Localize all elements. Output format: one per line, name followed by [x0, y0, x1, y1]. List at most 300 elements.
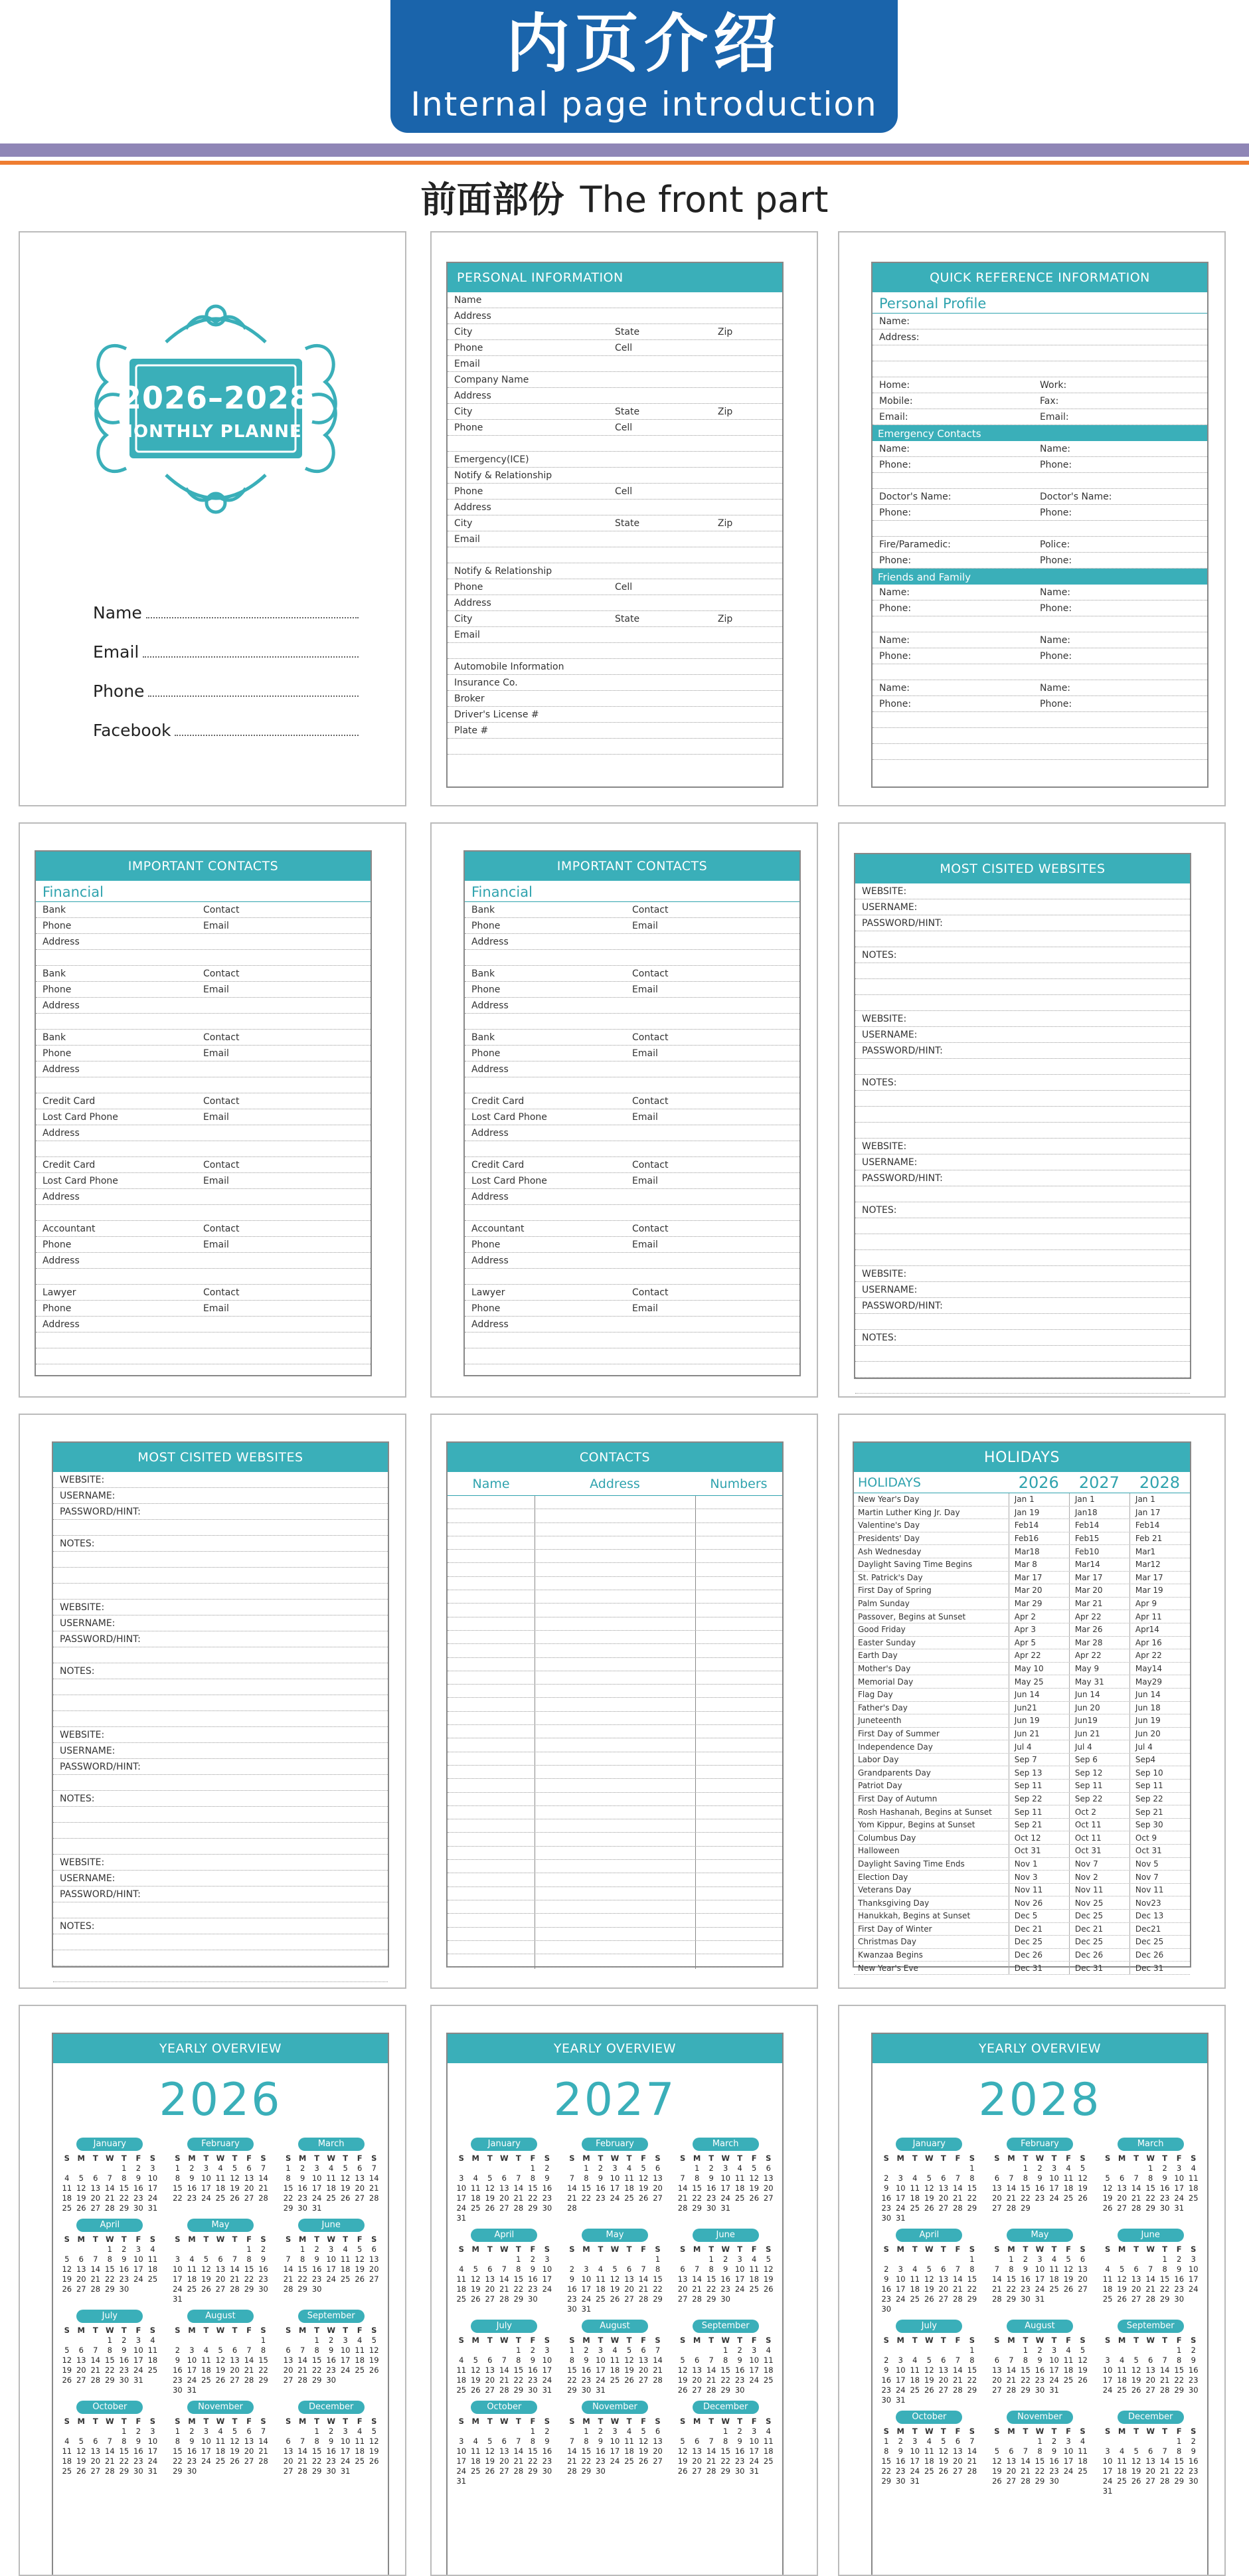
day-number: 3: [598, 2346, 604, 2355]
website-field-row[interactable]: [53, 1871, 388, 1886]
form-row[interactable]: [873, 473, 1207, 489]
form-row[interactable]: [36, 1093, 371, 1109]
form-row[interactable]: [465, 1189, 799, 1205]
form-row[interactable]: [465, 918, 799, 934]
holiday-date: Sep 10: [1129, 1766, 1190, 1779]
day-number: 1: [107, 2245, 112, 2254]
website-field-row[interactable]: [855, 1027, 1190, 1043]
form-row[interactable]: [36, 1077, 371, 1093]
form-row[interactable]: [873, 616, 1207, 632]
day-number: 29: [1145, 2203, 1155, 2213]
form-row[interactable]: [465, 1061, 799, 1077]
day-number: 23: [596, 2193, 606, 2203]
contact-line[interactable]: [448, 1523, 782, 1536]
form-row[interactable]: [448, 420, 782, 436]
month-block: [281, 2138, 381, 2213]
form-row[interactable]: [36, 1317, 371, 1333]
day-number: 11: [1063, 2355, 1074, 2365]
form-row[interactable]: [465, 1317, 799, 1333]
day-number: 9: [1051, 2446, 1057, 2456]
day-number: 10: [749, 2355, 760, 2365]
form-field-label: Contact: [203, 1223, 240, 1234]
day-number: 12: [340, 2173, 351, 2183]
form-row[interactable]: [36, 1301, 371, 1317]
form-row[interactable]: [465, 998, 799, 1014]
form-row[interactable]: [448, 643, 782, 659]
form-row[interactable]: [36, 934, 371, 950]
form-row[interactable]: [873, 441, 1207, 457]
weekday-label: S: [569, 2245, 575, 2254]
form-row[interactable]: [448, 707, 782, 723]
form-row[interactable]: [873, 393, 1207, 409]
form-row[interactable]: [36, 1285, 371, 1301]
contact-line[interactable]: [448, 1617, 782, 1631]
form-row[interactable]: [465, 1348, 799, 1364]
day-number: 12: [677, 2446, 688, 2456]
website-field-row[interactable]: [53, 1743, 388, 1759]
form-row[interactable]: [465, 1285, 799, 1301]
contact-line[interactable]: [448, 1914, 782, 1927]
notes-row[interactable]: [53, 1918, 388, 1934]
month-days: [60, 2417, 160, 2476]
day-number: 8: [246, 2254, 252, 2264]
notes-row[interactable]: [855, 1202, 1190, 1218]
form-row[interactable]: [36, 1205, 371, 1221]
day-number: 13: [953, 2446, 963, 2456]
day-number: 17: [749, 2446, 760, 2456]
day-number: 29: [1006, 2294, 1017, 2304]
weekday-label: T: [343, 2154, 349, 2163]
day-number: 10: [910, 2446, 920, 2456]
form-row[interactable]: [36, 1237, 371, 1253]
empty-day: [88, 2427, 103, 2437]
form-row[interactable]: [448, 691, 782, 707]
notes-row[interactable]: [855, 947, 1190, 963]
form-row[interactable]: [465, 1014, 799, 1030]
day-number: 31: [1049, 2385, 1059, 2395]
day-number: 25: [624, 2193, 634, 2203]
contact-line[interactable]: [448, 1604, 782, 1617]
website-field-row[interactable]: [855, 1139, 1190, 1154]
blank-line: [53, 1823, 388, 1839]
day-number: 27: [1078, 2284, 1088, 2294]
website-field-label: USERNAME:: [60, 1873, 116, 1884]
contact-line[interactable]: [448, 1860, 782, 1873]
form-row[interactable]: [873, 377, 1207, 393]
day-number: 3: [175, 2254, 181, 2264]
contact-line[interactable]: [448, 1496, 782, 1509]
form-row[interactable]: [465, 1269, 799, 1285]
day-number: 21: [677, 2193, 688, 2203]
weekday-label: M: [298, 2417, 307, 2426]
day-number: 3: [612, 2427, 618, 2436]
contact-line[interactable]: [448, 1550, 782, 1563]
weekday-label: T: [626, 2245, 632, 2254]
form-row[interactable]: [36, 1109, 371, 1125]
contact-line[interactable]: [448, 1766, 782, 1779]
month-block: [990, 2411, 1090, 2496]
cover-facebook-field[interactable]: [93, 721, 359, 740]
day-number: 30: [311, 2284, 322, 2294]
form-row[interactable]: [36, 966, 371, 982]
form-row[interactable]: [36, 1030, 371, 1046]
day-number: 3: [544, 2346, 550, 2355]
contact-line[interactable]: [448, 1658, 782, 1671]
day-number: 4: [926, 2437, 932, 2446]
form-row[interactable]: [36, 1046, 371, 1061]
form-row[interactable]: [873, 600, 1207, 616]
weekday-label: F: [1176, 2154, 1182, 2163]
day-number: 7: [107, 2437, 112, 2446]
form-row[interactable]: [36, 1253, 371, 1269]
contact-line[interactable]: [448, 1833, 782, 1846]
form-row[interactable]: [873, 585, 1207, 600]
weekday-label: F: [641, 2154, 646, 2163]
form-row[interactable]: [448, 723, 782, 739]
day-number: 19: [749, 2183, 760, 2193]
form-row[interactable]: [873, 345, 1207, 361]
website-field-row[interactable]: [53, 1615, 388, 1631]
website-field-row[interactable]: [53, 1472, 388, 1488]
day-number: 2: [722, 2254, 728, 2264]
empty-day: [894, 2163, 908, 2173]
form-row[interactable]: [873, 409, 1207, 425]
weekday-label: W: [327, 2326, 335, 2335]
day-number: 26: [230, 2456, 240, 2466]
form-row[interactable]: [873, 648, 1207, 664]
website-field-row[interactable]: [855, 1043, 1190, 1059]
form-field-label: Phone:: [1040, 698, 1072, 709]
cover-email-field[interactable]: [93, 642, 359, 662]
form-row[interactable]: [36, 1348, 371, 1364]
day-number: 20: [953, 2456, 963, 2466]
form-row[interactable]: [465, 1253, 799, 1269]
contact-line[interactable]: [448, 1671, 782, 1685]
form-field-label: Phone:: [1040, 555, 1072, 566]
website-field-row[interactable]: [53, 1886, 388, 1902]
form-row[interactable]: [465, 1157, 799, 1173]
contact-line[interactable]: [448, 1941, 782, 1954]
form-field-label: Fire/Paramedic:: [879, 539, 951, 550]
notes-row[interactable]: [855, 1330, 1190, 1346]
form-row[interactable]: [448, 579, 782, 595]
day-number: 16: [311, 2264, 322, 2274]
day-number: 27: [1145, 2385, 1155, 2395]
form-row[interactable]: [448, 292, 782, 308]
form-row[interactable]: [465, 1109, 799, 1125]
form-row[interactable]: [448, 436, 782, 452]
form-row[interactable]: [36, 1221, 371, 1237]
empty-day: [511, 2163, 526, 2173]
form-row[interactable]: [873, 505, 1207, 521]
form-row[interactable]: [448, 611, 782, 627]
website-field-row[interactable]: [53, 1855, 388, 1871]
form-row[interactable]: [465, 1301, 799, 1317]
contact-line[interactable]: [448, 1847, 782, 1860]
contact-line[interactable]: [448, 1712, 782, 1725]
notes-row[interactable]: [53, 1791, 388, 1807]
form-row[interactable]: [873, 728, 1207, 744]
website-field-row[interactable]: [53, 1727, 388, 1743]
day-number: 17: [133, 2264, 143, 2274]
day-number: 7: [680, 2173, 685, 2183]
website-field-row[interactable]: [53, 1759, 388, 1775]
day-number: 14: [283, 2264, 293, 2274]
cover-name-field[interactable]: [93, 603, 359, 622]
weekday-label: T: [1162, 2427, 1168, 2436]
day-number: 26: [369, 2456, 379, 2466]
contact-line[interactable]: [448, 1873, 782, 1886]
contact-line[interactable]: [448, 1563, 782, 1576]
day-number: 14: [105, 2446, 115, 2456]
yearly-overview-title: YEARLY OVERVIEW: [53, 2034, 388, 2063]
contact-line[interactable]: [448, 1577, 782, 1590]
form-row[interactable]: [873, 537, 1207, 553]
holiday-row: [854, 1532, 1190, 1546]
day-number: 18: [596, 2284, 606, 2294]
website-field-row[interactable]: [855, 1011, 1190, 1027]
form-row[interactable]: [448, 563, 782, 579]
form-row[interactable]: [448, 404, 782, 420]
form-row[interactable]: [873, 696, 1207, 712]
contact-line[interactable]: [448, 1590, 782, 1604]
contact-line[interactable]: [448, 1793, 782, 1806]
day-number: 16: [1049, 2456, 1059, 2466]
day-number: 20: [1078, 2274, 1088, 2284]
divider-purple: [0, 143, 1249, 157]
form-row[interactable]: [36, 982, 371, 998]
form-field-label: Name:: [1040, 634, 1071, 646]
day-number: 29: [513, 2294, 524, 2304]
form-row[interactable]: [873, 744, 1207, 760]
weekday-label: S: [149, 2417, 156, 2426]
day-number: 13: [938, 2365, 949, 2375]
form-row[interactable]: [36, 1014, 371, 1030]
form-row[interactable]: [465, 1077, 799, 1093]
website-field-row[interactable]: [53, 1504, 388, 1520]
form-row[interactable]: [873, 314, 1207, 329]
day-number: 25: [596, 2294, 606, 2304]
day-number: 10: [1035, 2264, 1045, 2274]
form-row[interactable]: [465, 966, 799, 982]
day-number: 9: [189, 2173, 195, 2183]
form-row[interactable]: [465, 1093, 799, 1109]
website-field-row[interactable]: [855, 899, 1190, 915]
day-number: 7: [93, 2254, 98, 2264]
form-field-label: Contact: [203, 904, 240, 915]
day-number: 13: [283, 2446, 293, 2456]
form-row[interactable]: [465, 1030, 799, 1046]
form-field-label: Phone: [454, 422, 483, 433]
form-row[interactable]: [448, 388, 782, 404]
form-row[interactable]: [465, 1125, 799, 1141]
day-number: 6: [487, 2355, 493, 2365]
weekday-label: T: [203, 2154, 209, 2163]
form-row[interactable]: [465, 1046, 799, 1061]
form-row[interactable]: [448, 340, 782, 356]
day-number: 27: [1117, 2203, 1127, 2213]
holiday-name: Passover, Begins at Sunset: [858, 1611, 966, 1621]
form-row[interactable]: [36, 1333, 371, 1348]
month-name: February: [582, 2138, 648, 2151]
day-number: 28: [953, 2385, 963, 2395]
month-name: February: [1007, 2138, 1073, 2151]
form-row[interactable]: [465, 1205, 799, 1221]
contact-line[interactable]: [448, 1644, 782, 1657]
form-row[interactable]: [873, 521, 1207, 537]
form-row[interactable]: [873, 632, 1207, 648]
website-field-row[interactable]: [53, 1600, 388, 1615]
contact-line[interactable]: [448, 1887, 782, 1900]
contact-line[interactable]: [448, 1631, 782, 1644]
form-row[interactable]: [873, 457, 1207, 473]
form-row[interactable]: [448, 324, 782, 340]
websites-title: MOST CISITED WEBSITES: [855, 854, 1190, 883]
contact-line[interactable]: [448, 1536, 782, 1550]
day-number: 8: [260, 2346, 266, 2355]
form-row[interactable]: [465, 1141, 799, 1157]
website-field-row[interactable]: [53, 1631, 388, 1647]
holiday-row: [854, 1702, 1190, 1715]
cover-phone-field[interactable]: [93, 682, 359, 701]
form-row[interactable]: [873, 361, 1207, 377]
holiday-row: [854, 1584, 1190, 1598]
form-row[interactable]: [448, 739, 782, 755]
day-number: 3: [1051, 2163, 1057, 2173]
contact-line[interactable]: [448, 1738, 782, 1752]
website-field-row[interactable]: [53, 1488, 388, 1504]
contact-line[interactable]: [448, 1900, 782, 1914]
month-days: [675, 2245, 776, 2304]
weekday-label: S: [64, 2154, 70, 2163]
website-field-row[interactable]: [855, 1282, 1190, 1298]
form-field-label: Lawyer: [471, 1287, 505, 1298]
notes-row[interactable]: [53, 1663, 388, 1679]
form-row[interactable]: [448, 356, 782, 372]
day-number: 12: [1131, 2365, 1141, 2375]
form-row[interactable]: [465, 934, 799, 950]
form-row[interactable]: [36, 1269, 371, 1285]
website-field-row[interactable]: [855, 1170, 1190, 1186]
day-number: 20: [76, 2365, 86, 2375]
contact-line[interactable]: [448, 1685, 782, 1698]
contact-line[interactable]: [448, 1928, 782, 1941]
empty-day: [936, 2346, 951, 2355]
form-row[interactable]: [465, 982, 799, 998]
banner-title-en: Internal page introduction: [410, 85, 878, 124]
form-row[interactable]: [448, 675, 782, 691]
form-row[interactable]: [873, 489, 1207, 505]
day-number: 13: [230, 2355, 240, 2365]
form-row[interactable]: [465, 1221, 799, 1237]
form-row[interactable]: [448, 484, 782, 500]
form-row[interactable]: [448, 595, 782, 611]
form-row[interactable]: [465, 1237, 799, 1253]
contact-line[interactable]: [448, 1752, 782, 1766]
day-number: 15: [967, 2183, 977, 2193]
day-number: 18: [62, 2456, 72, 2466]
day-number: 25: [624, 2456, 634, 2466]
blank-line: [855, 963, 1190, 979]
form-field-label: Lost Card Phone: [42, 1111, 118, 1123]
contact-line[interactable]: [448, 1954, 782, 1968]
form-row[interactable]: [448, 500, 782, 515]
form-row[interactable]: [36, 1189, 371, 1205]
form-row[interactable]: [448, 547, 782, 563]
form-row[interactable]: [873, 712, 1207, 728]
form-row[interactable]: [448, 627, 782, 643]
form-row[interactable]: [36, 1061, 371, 1077]
weekday-label: S: [994, 2336, 1000, 2345]
contact-line[interactable]: [448, 1779, 782, 1792]
form-row[interactable]: [36, 918, 371, 934]
form-row[interactable]: [465, 950, 799, 966]
form-row[interactable]: [448, 659, 782, 675]
holidays-header-row: [854, 1472, 1190, 1493]
form-row[interactable]: [448, 531, 782, 547]
form-row[interactable]: [36, 1157, 371, 1173]
form-row[interactable]: [448, 468, 782, 484]
day-number: 19: [610, 2284, 620, 2294]
day-number: 2: [530, 2254, 536, 2264]
contact-line[interactable]: [448, 1509, 782, 1522]
website-field-row[interactable]: [855, 915, 1190, 931]
website-field-row[interactable]: [855, 1266, 1190, 1282]
form-row[interactable]: [873, 329, 1207, 345]
form-row[interactable]: [448, 308, 782, 324]
form-row[interactable]: [873, 664, 1207, 680]
form-field-label: Lost Card Phone: [471, 1175, 547, 1186]
notes-row[interactable]: [855, 1075, 1190, 1091]
empty-day: [1143, 2437, 1158, 2446]
day-number: 29: [105, 2284, 115, 2294]
website-field-row[interactable]: [855, 883, 1190, 899]
form-row[interactable]: [448, 452, 782, 468]
day-number: 14: [967, 2446, 977, 2456]
website-field-row[interactable]: [855, 1298, 1190, 1314]
form-row[interactable]: [465, 1333, 799, 1348]
form-row[interactable]: [36, 1125, 371, 1141]
form-row[interactable]: [36, 902, 371, 918]
form-field-label: Email: [454, 358, 480, 369]
contact-line[interactable]: [448, 1698, 782, 1711]
day-number: 2: [1191, 2437, 1196, 2446]
form-row[interactable]: [873, 680, 1207, 696]
form-row[interactable]: [36, 998, 371, 1014]
notes-row[interactable]: [53, 1536, 388, 1552]
form-row[interactable]: [448, 372, 782, 388]
day-number: 24: [1188, 2284, 1199, 2294]
day-number: 6: [994, 2355, 1000, 2365]
contact-line[interactable]: [448, 1725, 782, 1738]
day-number: 5: [64, 2254, 70, 2264]
form-row[interactable]: [465, 902, 799, 918]
month-days: [565, 2417, 665, 2476]
form-row[interactable]: [36, 950, 371, 966]
form-row[interactable]: [873, 553, 1207, 569]
form-row[interactable]: [465, 1173, 799, 1189]
form-row[interactable]: [36, 1173, 371, 1189]
form-row[interactable]: [36, 1141, 371, 1157]
empty-day: [60, 2336, 74, 2346]
day-number: 17: [456, 2456, 467, 2466]
contact-line[interactable]: [448, 1806, 782, 1819]
empty-day: [1157, 2346, 1172, 2355]
website-field-row[interactable]: [855, 1154, 1190, 1170]
weekday-label: M: [298, 2154, 307, 2163]
form-row[interactable]: [448, 515, 782, 531]
contact-line[interactable]: [448, 1819, 782, 1833]
